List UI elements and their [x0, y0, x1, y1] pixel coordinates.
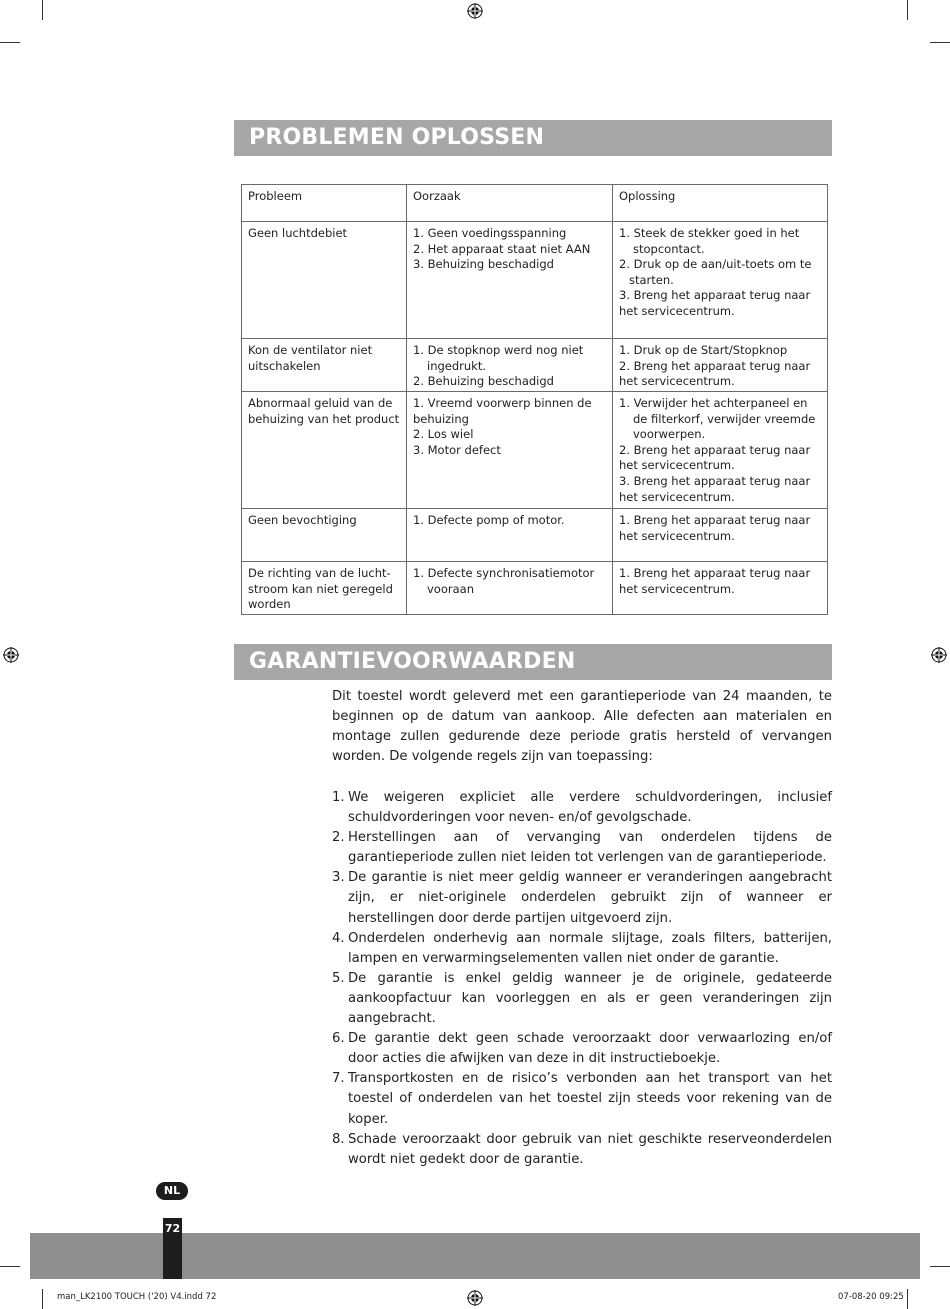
crop-mark: [930, 1266, 950, 1267]
column-header-solution: Oplossing: [613, 185, 828, 222]
list-item: 6. De garantie dekt geen schade veroorzaakt door verwaarlozing en/of door acties die afwijken van deze in dit instructieboekje.: [332, 1031, 832, 1067]
crop-mark: [42, 0, 43, 20]
registration-mark-icon: [931, 647, 947, 663]
problem-cell: Kon de ventilator niet uitschakelen: [242, 339, 407, 392]
registration-mark-icon: [3, 647, 19, 663]
table-header-row: [242, 185, 828, 222]
list-item: 2. Herstellingen aan of vervanging van onderdelen tijdens de garantieperiode zullen niet leiden tot verlengen van de garantieperiode.: [332, 830, 832, 866]
crop-mark: [0, 42, 20, 43]
crop-mark: [907, 1289, 908, 1309]
crop-mark: [0, 1266, 20, 1267]
problem-cell: Geen luchtdebiet: [242, 222, 407, 339]
cause-cell: 1. Vreemd voorwerp binnen de behuizing 2. Los wiel 3. Motor defect: [407, 392, 613, 509]
table-row: [242, 339, 828, 392]
list-item: 8. Schade veroorzaakt door gebruik van niet geschikte reserveonderdelen wordt niet gedekt door de garantie.: [332, 1131, 832, 1167]
solution-cell: 1. Breng het apparaat terug naar het servicecentrum.: [613, 509, 828, 562]
solution-cell: 1. Druk op de Start/Stopknop 2. Breng het apparaat terug naar het servicecentrum.: [613, 339, 828, 392]
crop-mark: [907, 0, 908, 20]
problem-cell: Abnormaal geluid van de behuizing van het product: [242, 392, 407, 509]
solution-cell: 1. Verwijder het achterpaneel en de filterkorf, verwijder vreemde voorwerpen. 2. Breng het apparaat terug naar het servicecentrum. 3. Breng het apparaat terug naar het servicecentrum.: [613, 392, 828, 509]
problem-cell: Geen bevochtiging: [242, 509, 407, 562]
file-slug: man_LK2100 TOUCH ('20) V4.indd 72: [57, 1292, 217, 1302]
table-row: [242, 562, 828, 615]
date-slug: 07-08-20 09:25: [838, 1292, 904, 1302]
troubleshooting-table: [241, 184, 828, 615]
crop-mark: [42, 1289, 43, 1309]
table-row: [242, 509, 828, 562]
warranty-rules-list: [332, 788, 832, 1170]
column-header-problem: Probleem: [242, 185, 407, 222]
crop-mark: [930, 42, 950, 43]
solution-cell: 1. Steek de stekker goed in het stopcontact. 2. Druk op de aan/uit-toets om te starten. 3. Breng het apparaat terug naar het servicecentrum.: [613, 222, 828, 339]
table-row: [242, 392, 828, 509]
list-item: 7. Transportkosten en de risico’s verbonden aan het transport van het toestel of onderdelen van het toestel zijn steeds voor rekening van de koper.: [332, 1071, 832, 1127]
cause-cell: 1. Geen voedingsspanning 2. Het apparaat staat niet AAN 3. Behuizing beschadigd: [407, 222, 613, 339]
warranty-intro: Dit toestel wordt geleverd met een garantieperiode van 24 maanden, te beginnen op de datum van aankoop. Alle defecten aan materialen en montage zullen gedurende deze periode gratis hersteld of vervangen worden. De volgende regels zijn van toepassing:: [332, 689, 832, 765]
problem-cell: De richting van de lucht- stroom kan niet geregeld worden: [242, 562, 407, 615]
solution-cell: 1. Breng het apparaat terug naar het servicecentrum.: [613, 562, 828, 615]
list-item: 1. We weigeren expliciet alle verdere schuldvorderingen, inclusief schuldvorderingen voor neven- en/of gevolgschade.: [332, 790, 832, 826]
page-number: 72: [164, 1222, 181, 1235]
cause-cell: 1. Defecte synchronisatiemotor vooraan: [407, 562, 613, 615]
registration-mark-icon: [467, 3, 483, 19]
list-item: 4. Onderdelen onderhevig aan normale slijtage, zoals filters, batterijen, lampen en verwarmingselementen vallen niet onder de garantie.: [332, 930, 832, 966]
troubleshooting-heading: PROBLEMEN OPLOSSEN: [234, 120, 832, 156]
table-row: [242, 222, 828, 339]
list-item: 3. De garantie is niet meer geldig wanneer er veranderingen aangebracht zijn, er niet-originele onderdelen gebruikt zijn of wanneer er herstellingen door derde partijen uitgevoerd zijn.: [332, 870, 832, 926]
language-badge: NL: [156, 1182, 188, 1200]
registration-mark-icon: [467, 1290, 483, 1306]
warranty-heading: GARANTIEVOORWAARDEN: [234, 644, 832, 680]
column-header-cause: Oorzaak: [407, 185, 613, 222]
list-item: 5. De garantie is enkel geldig wanneer je de originele, gedateerde aankoopfactuur kan voorleggen en als er geen veranderingen zijn aangebracht.: [332, 970, 832, 1027]
cause-cell: 1. De stopknop werd nog niet ingedrukt. 2. Behuizing beschadigd: [407, 339, 613, 392]
cause-cell: 1. Defecte pomp of motor.: [407, 509, 613, 562]
